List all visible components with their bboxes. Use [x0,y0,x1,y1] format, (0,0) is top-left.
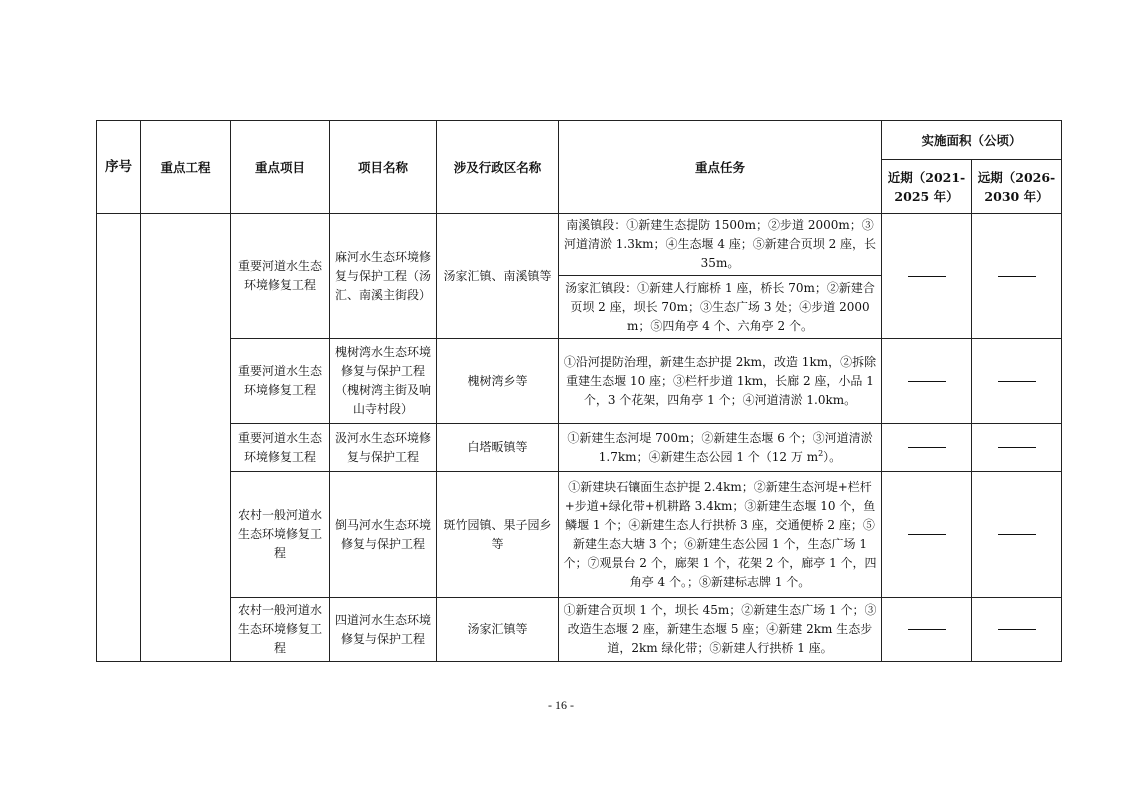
key-project-cell: 重要河道水生态环境修复工程 [231,424,330,472]
dash-mark [998,276,1036,277]
header-project-name: 项目名称 [330,121,437,214]
table-row [97,214,1062,276]
table-row [97,424,1062,472]
page-number: - 16 - [548,698,574,712]
key-engineering-cell [141,214,231,662]
far-cell [972,214,1062,339]
task-cell [559,424,882,472]
dash-mark [908,629,946,630]
key-project-cell: 重要河道水生态环境修复工程 [231,339,330,424]
near-cell [882,472,972,598]
near-cell [882,598,972,662]
project-name-cell: 汲河水生态环境修复与保护工程 [330,424,437,472]
project-name-cell: 倒马河水生态环境修复与保护工程 [330,472,437,598]
superscript: 2 [818,448,824,458]
task-cell: 南溪镇段：①新建生态提防 1500m；②步道 2000m；③河道清淤 1.3km；④生态堰 4 座；⑤新建合页坝 2 座，长 35m。 [559,214,882,276]
header-key-task: 重点任务 [559,121,882,214]
admin-area-cell: 白塔畈镇等 [437,424,559,472]
table-row [97,598,1062,662]
header-key-project: 重点项目 [231,121,330,214]
table-row [97,472,1062,598]
dash-mark [908,534,946,535]
header-seq: 序号 [97,121,141,214]
dash-mark [998,447,1036,448]
seq-cell [97,214,141,662]
far-cell [972,472,1062,598]
key-project-cell: 重要河道水生态环境修复工程 [231,214,330,339]
dash-mark [908,276,946,277]
header-far: 远期（2026-2030 年） [972,160,1062,214]
task-text-end: ）。 [823,449,842,464]
key-project-cell: 农村一般河道水生态环境修复工程 [231,472,330,598]
header-area: 实施面积（公顷） [882,121,1062,160]
project-name-cell: 麻河水生态环境修复与保护工程（汤汇、南溪主街段） [330,214,437,339]
task-cell: 汤家汇镇段：①新建人行廊桥 1 座，桥长 70m；②新建合页坝 2 座，坝长 70m；③生态广场 3 处；④步道 2000m；⑤四角亭 4 个、六角亭 2 个。 [559,276,882,339]
near-cell [882,214,972,339]
header-admin-area: 涉及行政区名称 [437,121,559,214]
project-name-cell: 槐树湾水生态环境修复与保护工程（槐树湾主街及响山寺村段） [330,339,437,424]
project-table [96,120,1062,662]
near-cell [882,424,972,472]
far-cell [972,339,1062,424]
far-cell [972,424,1062,472]
admin-area-cell: 槐树湾乡等 [437,339,559,424]
project-name-cell: 四道河水生态环境修复与保护工程 [330,598,437,662]
admin-area-cell: 斑竹园镇、果子园乡等 [437,472,559,598]
far-cell [972,598,1062,662]
table-row [97,339,1062,424]
dash-mark [908,447,946,448]
task-cell: ①沿河提防治理，新建生态护提 2km，改造 1km，②拆除重建生态堰 10 座；③栏杆步道 1km，长廊 2 座，小品 1 个，3 个花架，四角亭 1 个；④河道清淤 1.0km。 [559,339,882,424]
header-key-engineering: 重点工程 [141,121,231,214]
task-cell: ①新建块石镶面生态护提 2.4km；②新建生态河堤+栏杆+步道+绿化带+机耕路 3.4km；③新建生态堰 10 个，鱼鳞堰 1 个；④新建生态人行拱桥 3 座，交通便桥 2 座；⑤新建生态大塘 3 个；⑥新建生态公园 1 个，生态广场 1 个；⑦观景台 2 个，廊架 1 个，花架 2 个，廊亭 1 个，四角亭 4 个。；⑧新建标志牌 1 个。 [559,472,882,598]
admin-area-cell: 汤家汇镇、南溪镇等 [437,214,559,339]
key-project-cell: 农村一般河道水生态环境修复工程 [231,598,330,662]
header-row [97,121,1062,160]
task-text: ①新建生态河堤 700m；②新建生态堰 6 个；③河道清淤 1.7km；④新建生态公园 1 个（12 万 m [567,430,873,464]
task-cell: ①新建合页坝 1 个，坝长 45m；②新建生态广场 1 个；③改造生态堰 2 座，新建生态堰 5 座；④新建 2km 生态步道，2km 绿化带；⑤新建人行拱桥 1 座。 [559,598,882,662]
admin-area-cell: 汤家汇镇等 [437,598,559,662]
dash-mark [998,381,1036,382]
dash-mark [998,534,1036,535]
dash-mark [998,629,1036,630]
dash-mark [908,381,946,382]
near-cell [882,339,972,424]
header-near: 近期（2021-2025 年） [882,160,972,214]
